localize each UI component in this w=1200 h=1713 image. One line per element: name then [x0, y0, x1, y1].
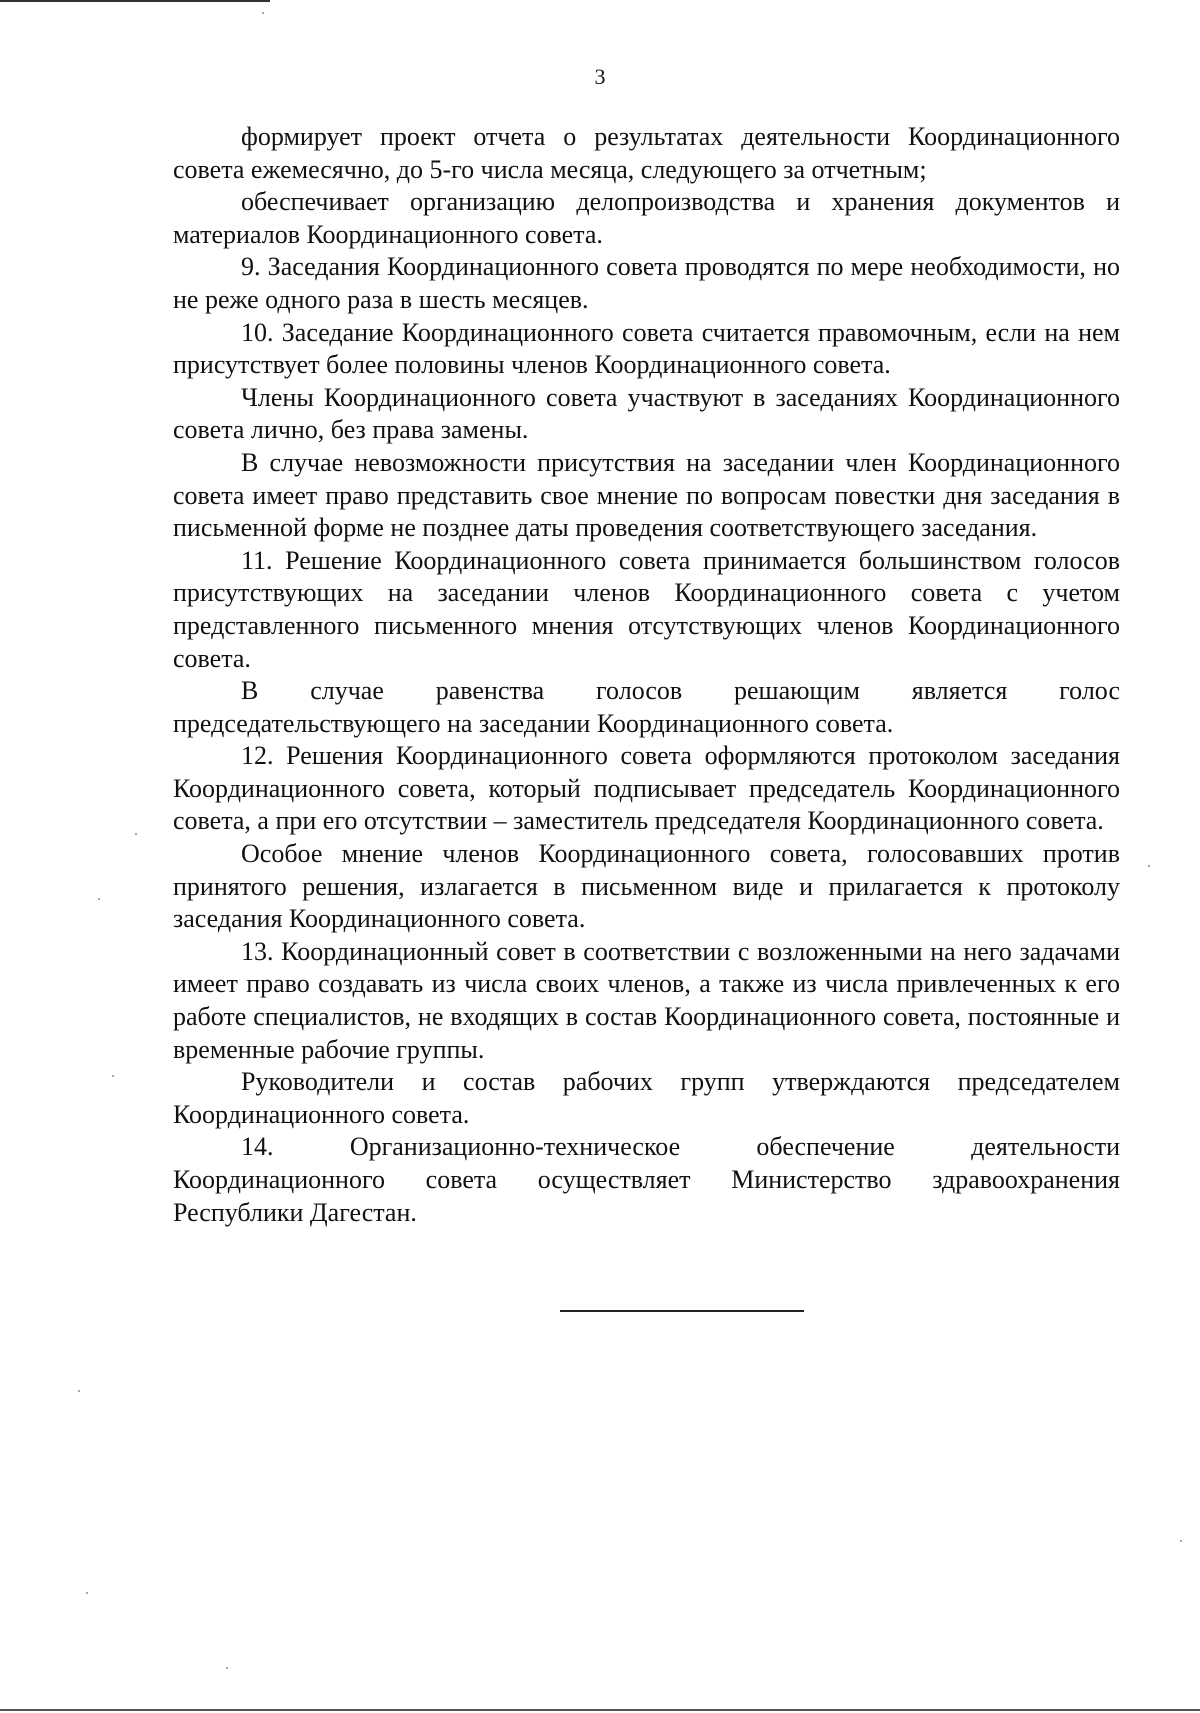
paragraph-report-draft: формирует проект отчета о результатах деятельности Координационного совета ежемесячно, до 5-го числа месяца, следующего за отчетным; [173, 122, 1120, 184]
document-body [173, 121, 1120, 1229]
paragraph-13-working-groups: 13. Координационный совет в соответствии с возложенными на него задачами имеет право создавать из числа своих членов, а также из числа привлеченных к его работе специалистов, не входящих в состав Координационного совета, постоянные и временные рабочие группы. [173, 936, 1120, 1064]
scan-speck [98, 898, 100, 900]
paragraph-records-management: обеспечивает организацию делопроизводства и хранения документов и материалов Координационного совета. [173, 187, 1120, 249]
paragraph-members-attend: Члены Координационного совета участвуют в заседаниях Координационного совета лично, без права замены. [173, 382, 1120, 445]
paragraph-9-meetings: 9. Заседания Координационного совета проводятся по мере необходимости, но не реже одного раза в шесть месяцев. [173, 252, 1120, 314]
paragraph-10-quorum: 10. Заседание Координационного совета считается правомочным, если на нем присутствует более половины членов Координационного совета. [173, 317, 1120, 380]
scan-speck [1180, 1540, 1182, 1542]
paragraph-11-decision: 11. Решение Координационного совета принимается большинством голосов присутствующих на заседании членов Координационного совета с учетом представленного письменного мнения отсутствующих членов Координационного совета. [173, 545, 1120, 673]
scan-speck [135, 833, 137, 835]
paragraph-12-protocol: 12. Решения Координационного совета оформляются протоколом заседания Координационного совета, который подписывает председатель Координационного совета, а при его отсутствии – заместитель председателя Координационного совета. [173, 741, 1120, 836]
end-separator-line [560, 1310, 804, 1312]
scan-edge-top [0, 0, 270, 2]
paragraph-written-opinion: В случае невозможности присутствия на заседании член Координационного совета имеет право представить свое мнение по вопросам повестки дня заседания в письменной форме не позднее даты проведения соответствующего заседания. [173, 447, 1120, 543]
paragraph-tie-vote: В случае равенства голосов решающим является голос председательствующего на заседании Координационного совета. [173, 676, 1120, 738]
scan-speck [112, 1075, 114, 1077]
page-number: 3 [594, 64, 606, 89]
paragraph-14-support: 14. Организационно-техническое обеспечение деятельности Координационного совета осуществляет Министерство здравоохранения Республики Дагестан. [173, 1132, 1120, 1227]
scan-speck [226, 1667, 228, 1669]
scan-speck [78, 1390, 80, 1392]
scan-speck [1148, 865, 1150, 867]
scan-edge-bottom [0, 1709, 1200, 1711]
scan-speck [262, 12, 264, 14]
paragraph-dissenting-opinion: Особое мнение членов Координационного совета, голосовавших против принятого решения, излагается в письменном виде и прилагается к протоколу заседания Координационного совета. [173, 839, 1120, 934]
scan-speck [86, 1592, 88, 1594]
paragraph-group-leaders: Руководители и состав рабочих групп утверждаются председателем Координационного совета. [173, 1067, 1120, 1129]
